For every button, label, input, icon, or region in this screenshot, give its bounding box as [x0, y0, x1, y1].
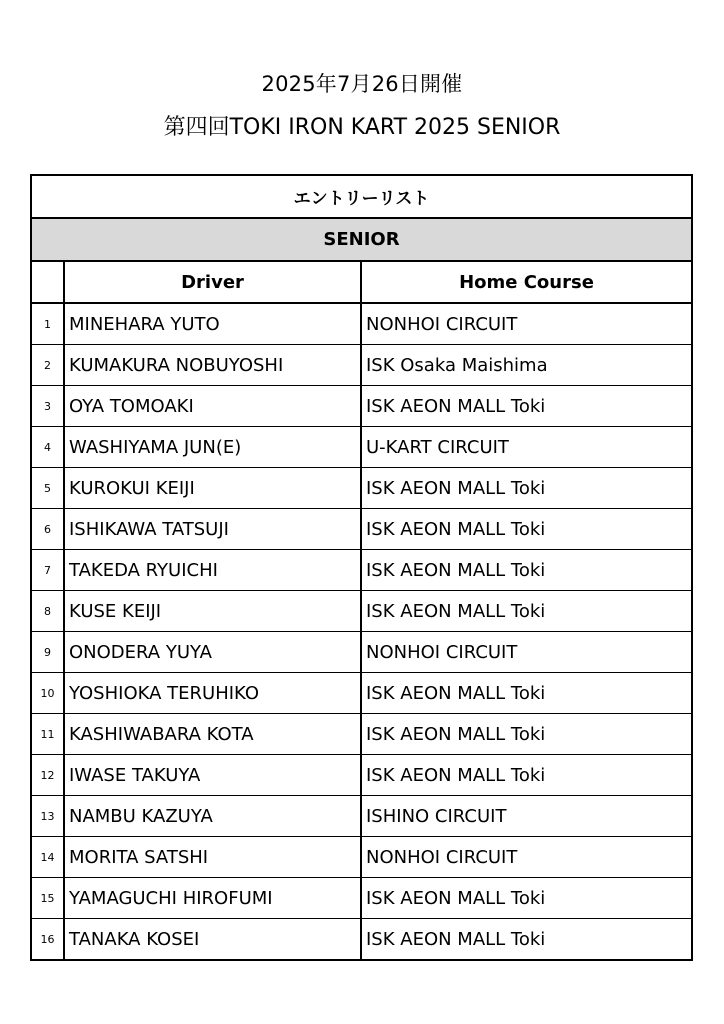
entry-number: 11	[32, 714, 64, 755]
driver-name: TANAKA KOSEI	[64, 919, 361, 960]
table-row	[32, 550, 691, 591]
table-row	[32, 427, 691, 468]
entry-number: 13	[32, 796, 64, 837]
table-row	[32, 837, 691, 878]
table-row	[32, 755, 691, 796]
home-course: ISK AEON MALL Toki	[366, 928, 546, 950]
table-row	[32, 345, 691, 386]
driver-name: MINEHARA YUTO	[64, 303, 361, 345]
home-course: ISHINO CIRCUIT	[361, 796, 691, 837]
table-row	[32, 919, 691, 960]
entry-number: 1	[32, 303, 64, 345]
driver-name: KUROKUI KEIJI	[64, 468, 361, 509]
driver-name: KUMAKURA NOBUYOSHI	[64, 345, 361, 386]
home-course: ISK AEON MALL Toki	[361, 550, 691, 591]
table-row	[32, 591, 691, 632]
driver-name: IWASE TAKUYA	[64, 755, 361, 796]
driver-name: KUSE KEIJI	[64, 591, 361, 632]
table-row	[32, 303, 691, 345]
entries-body	[32, 303, 691, 959]
table-title: エントリーリスト	[32, 176, 691, 219]
entry-number: 4	[32, 427, 64, 468]
home-course: ISK AEON MALL Toki	[361, 509, 691, 550]
home-course: ISK AEON MALL Toki	[361, 673, 691, 714]
entry-number: 2	[32, 345, 64, 386]
entry-list-table	[30, 174, 693, 961]
class-header: SENIOR	[32, 219, 691, 262]
driver-name: MORITA SATSHI	[64, 837, 361, 878]
entry-number: 6	[32, 509, 64, 550]
home-course: ISK AEON MALL Toki	[361, 386, 691, 427]
entries-table	[32, 262, 691, 959]
entry-number: 5	[32, 468, 64, 509]
driver-name: YOSHIOKA TERUHIKO	[64, 673, 361, 714]
driver-name: TAKEDA RYUICHI	[64, 550, 361, 591]
event-title: 第四回TOKI IRON KART 2025 SENIOR	[163, 115, 561, 140]
driver-name: KASHIWABARA KOTA	[64, 714, 361, 755]
home-course: ISK AEON MALL Toki	[361, 591, 691, 632]
home-course: ISK AEON MALL Toki	[361, 468, 691, 509]
home-course: ISK AEON MALL Toki	[361, 755, 691, 796]
home-course: U-KART CIRCUIT	[361, 427, 691, 468]
home-course: NONHOI CIRCUIT	[361, 632, 691, 673]
table-row	[32, 878, 691, 919]
column-header-number	[32, 262, 64, 303]
column-header-row	[32, 262, 691, 303]
table-row	[32, 673, 691, 714]
home-course: NONHOI CIRCUIT	[361, 837, 691, 878]
table-row	[32, 714, 691, 755]
driver-name: NAMBU KAZUYA	[64, 796, 361, 837]
entry-number: 3	[32, 386, 64, 427]
driver-name: ISHIKAWA TATSUJI	[64, 509, 361, 550]
driver-name: OYA TOMOAKI	[64, 386, 361, 427]
home-course: NONHOI CIRCUIT	[361, 303, 691, 345]
event-date: 2025年7月26日開催	[261, 72, 463, 96]
entry-number: 9	[32, 632, 64, 673]
entry-number: 8	[32, 591, 64, 632]
entry-number: 15	[32, 878, 64, 919]
column-header-course: Home Course	[361, 262, 691, 303]
entry-number: 10	[32, 673, 64, 714]
table-row	[32, 796, 691, 837]
home-course: ISK Osaka Maishima	[361, 345, 691, 386]
entry-number: 12	[32, 755, 64, 796]
entry-number: 14	[32, 837, 64, 878]
driver-name: ONODERA YUYA	[64, 632, 361, 673]
entry-number: 7	[32, 550, 64, 591]
table-row	[32, 386, 691, 427]
column-header-driver: Driver	[64, 262, 361, 303]
table-row	[32, 509, 691, 550]
driver-name: WASHIYAMA JUN(E)	[64, 427, 361, 468]
entry-number: 16	[32, 919, 64, 960]
driver-name: YAMAGUCHI HIROFUMI	[64, 878, 361, 919]
home-course: ISK AEON MALL Toki	[361, 714, 691, 755]
home-course: ISK AEON MALL Toki	[361, 878, 691, 919]
table-row	[32, 468, 691, 509]
table-row	[32, 632, 691, 673]
